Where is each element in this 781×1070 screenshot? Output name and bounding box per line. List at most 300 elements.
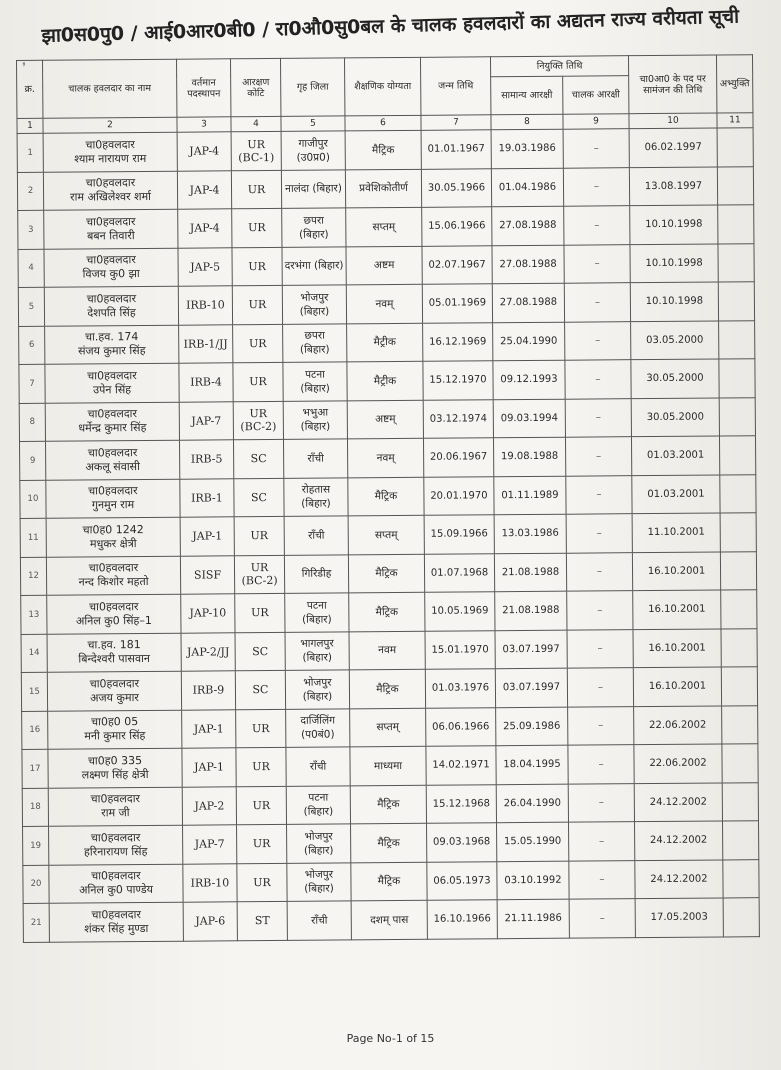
rank-text: चा0हवलदार xyxy=(86,253,136,267)
header-sn: क्र. xyxy=(17,60,43,118)
cell-name xyxy=(46,479,180,519)
cell-sn xyxy=(21,634,47,673)
cell-name xyxy=(44,248,178,288)
cell-driver-date: – xyxy=(564,283,630,322)
cell-sn xyxy=(21,595,47,634)
sn-text: 5 xyxy=(28,301,35,312)
cell-driver-date: – xyxy=(569,822,635,861)
header-driver: चालक आरक्षी xyxy=(563,76,629,115)
table-row xyxy=(20,513,756,557)
table-row xyxy=(17,128,753,172)
state-name: (बिहार) xyxy=(299,343,330,357)
column-number: 4 xyxy=(231,116,281,131)
cell-reservation xyxy=(237,824,287,863)
cell-dob: 15.12.1968 xyxy=(426,784,496,823)
cell-adjust-date: 30.05.2000 xyxy=(631,359,719,398)
cell-posting: JAP-6 xyxy=(183,902,237,941)
rank-text: चा0हवलदार xyxy=(89,599,139,614)
cell-general-date: 01.11.1989 xyxy=(494,476,566,515)
cell-education: मैट्रिक xyxy=(349,592,425,631)
header-posting: वर्तमान पदस्थापन xyxy=(176,59,230,117)
cell-remarks xyxy=(720,474,756,513)
sn-text: 1 xyxy=(27,147,33,158)
cell-general-date: 27.08.1988 xyxy=(492,283,564,322)
column-number: 8 xyxy=(491,114,563,130)
cell-reservation xyxy=(235,632,285,671)
sn-text: 16 xyxy=(29,725,41,736)
table-row xyxy=(22,705,758,749)
cell-sn xyxy=(21,672,47,711)
cell-posting: IRB-1 xyxy=(180,478,234,517)
district-name: छपरा xyxy=(304,329,325,342)
district-name: दार्जिलिंग xyxy=(300,714,336,728)
sn-text: 15 xyxy=(29,686,40,697)
sn-text: 18 xyxy=(29,802,41,813)
district-name: गिरिडीह xyxy=(301,567,332,581)
table-row xyxy=(21,628,757,672)
district-name: पटना xyxy=(308,791,329,804)
cell-sn xyxy=(22,749,48,788)
state-name: (उ0प्र0) xyxy=(296,151,330,164)
cell-district xyxy=(287,862,351,901)
cell-dob: 15.09.1966 xyxy=(424,515,494,554)
cell-posting: JAP-1 xyxy=(182,748,236,787)
state-name: (बिहार) xyxy=(302,690,333,703)
cell-driver-date: – xyxy=(564,206,630,245)
cell-dob: 16.10.1966 xyxy=(427,900,497,939)
cell-posting: JAP-10 xyxy=(181,594,235,633)
cell-adjust-date: 03.05.2000 xyxy=(631,320,719,359)
cell-remarks xyxy=(719,436,755,475)
table-row xyxy=(23,821,759,865)
sn-text: 7 xyxy=(29,378,35,389)
cell-name xyxy=(44,209,178,249)
table-row xyxy=(17,166,753,210)
cell-district xyxy=(282,285,346,324)
cell-general-date: 27.08.1988 xyxy=(492,206,564,245)
district-name: भागलपुर xyxy=(300,637,334,651)
state-name: (बिहार) xyxy=(302,613,332,626)
cell-remarks xyxy=(721,628,757,667)
sn-text: 9 xyxy=(29,455,36,466)
reservation-category: UR xyxy=(253,875,271,889)
cell-adjust-date: 10.10.1998 xyxy=(630,205,718,244)
cell-sn xyxy=(23,826,49,865)
reservation-category: UR xyxy=(247,137,266,151)
column-number: 3 xyxy=(177,117,231,132)
reservation-category: UR xyxy=(251,606,269,620)
sn-text: 3 xyxy=(28,224,34,235)
sn-text: 14 xyxy=(28,648,40,659)
district-name: गाजीपुर xyxy=(298,137,328,150)
cell-general-date: 26.04.1990 xyxy=(496,784,568,823)
cell-education: अष्टम xyxy=(346,246,422,285)
sn-text: 20 xyxy=(30,879,42,890)
reservation-subcategory: (BC-2) xyxy=(240,420,277,434)
cell-district xyxy=(285,670,349,709)
cell-name xyxy=(49,902,183,942)
cell-remarks xyxy=(720,551,756,590)
cell-name xyxy=(47,633,181,673)
cell-reservation xyxy=(233,362,283,401)
cell-reservation xyxy=(236,709,286,748)
cell-remarks xyxy=(718,243,754,282)
cell-general-date: 21.08.1988 xyxy=(495,591,567,630)
cell-driver-date: – xyxy=(563,167,629,206)
reservation-category: UR xyxy=(252,798,271,812)
person-name: संजय कुमार सिंह xyxy=(77,344,146,358)
cell-remarks xyxy=(719,359,755,398)
table-row xyxy=(21,667,757,711)
cell-driver-date: – xyxy=(568,745,634,784)
cell-dob: 05.01.1969 xyxy=(422,284,492,323)
state-name: (बिहार) xyxy=(299,228,329,241)
district-name: पटना xyxy=(305,368,325,381)
header-name: चालक हवलदार का नाम xyxy=(43,59,177,118)
cell-dob: 15.12.1970 xyxy=(423,361,493,400)
person-name: विजय कु0 झा xyxy=(82,267,140,281)
state-name: (बिहार) xyxy=(303,844,334,857)
column-number: 1 xyxy=(17,118,43,133)
table-row xyxy=(20,474,756,518)
cell-adjust-date: 17.05.2003 xyxy=(635,898,723,937)
cell-remarks xyxy=(718,205,754,244)
cell-driver-date: – xyxy=(565,398,631,437)
cell-reservation xyxy=(237,901,287,940)
cell-sn xyxy=(17,133,43,172)
column-number: 10 xyxy=(629,113,717,129)
cell-adjust-date: 01.03.2001 xyxy=(631,436,719,475)
cell-name xyxy=(47,594,181,634)
reservation-category: UR xyxy=(249,407,268,421)
person-name: हरिनारायण सिंह xyxy=(83,844,148,859)
cell-remarks xyxy=(723,821,759,860)
cell-driver-date: – xyxy=(565,321,631,360)
cell-general-date: 19.03.1986 xyxy=(491,129,563,168)
cell-education: मैट्रिक xyxy=(345,130,421,169)
cell-name xyxy=(45,363,179,403)
cell-posting: JAP-1 xyxy=(182,709,236,748)
cell-driver-date: – xyxy=(566,552,632,591)
column-number: 5 xyxy=(281,116,345,132)
cell-posting: JAP-7 xyxy=(183,825,237,864)
rank-text: चा0हवलदार xyxy=(91,869,141,883)
table-row xyxy=(18,205,754,249)
cell-reservation xyxy=(234,516,284,555)
cell-education: मैट्रिक xyxy=(350,785,426,824)
cell-general-date: 09.12.1993 xyxy=(493,360,565,399)
cell-reservation xyxy=(234,555,284,594)
cell-posting: IRB-5 xyxy=(179,440,233,479)
cell-district xyxy=(284,554,348,593)
rank-text: चा.हव. 181 xyxy=(87,638,141,652)
cell-driver-date: – xyxy=(566,514,632,553)
cell-name xyxy=(45,325,179,365)
header-general: सामान्य आरक्षी xyxy=(491,76,563,115)
cell-adjust-date: 16.10.2001 xyxy=(633,628,721,667)
cell-adjust-date: 24.12.2002 xyxy=(634,782,722,821)
reservation-category: SC xyxy=(252,683,269,697)
cell-posting: IRB-10 xyxy=(183,863,237,902)
sn-text: 8 xyxy=(29,417,36,428)
person-name: लक्ष्मण सिंह क्षेत्री xyxy=(81,767,149,782)
cell-education: नवम xyxy=(349,631,425,670)
cell-district xyxy=(285,593,349,632)
rank-text: चा0हवलदार xyxy=(88,561,139,575)
cell-reservation xyxy=(233,401,283,440)
cell-sn xyxy=(19,403,45,442)
cell-reservation xyxy=(233,324,283,363)
cell-dob: 01.07.1968 xyxy=(424,553,494,592)
cell-dob: 30.05.1966 xyxy=(421,168,491,207)
cell-education: सप्तम् xyxy=(346,207,422,246)
sn-text: 6 xyxy=(28,340,35,351)
table-row xyxy=(19,436,755,480)
cell-sn xyxy=(23,903,49,942)
cell-dob: 06.06.1966 xyxy=(426,707,496,746)
cell-remarks xyxy=(721,590,757,629)
rank-text: चा0हवलदार xyxy=(90,792,141,806)
cell-sn xyxy=(20,518,46,557)
district-name: राँची xyxy=(311,914,328,927)
cell-district xyxy=(286,785,350,824)
table-body xyxy=(17,128,759,942)
cell-general-date: 03.07.1997 xyxy=(495,630,567,669)
cell-general-date: 15.05.1990 xyxy=(497,822,569,861)
cell-remarks xyxy=(721,667,757,706)
table-row xyxy=(22,744,758,788)
cell-general-date: 13.03.1986 xyxy=(494,514,566,553)
cell-name xyxy=(49,825,183,865)
cell-name xyxy=(43,171,177,211)
table-row xyxy=(18,282,754,326)
cell-name xyxy=(44,286,178,326)
cell-dob: 14.02.1971 xyxy=(426,746,496,785)
person-name: बिन्देश्वरी पासवान xyxy=(78,652,151,666)
cell-name xyxy=(45,440,179,480)
sn-text: 17 xyxy=(29,763,41,774)
district-name: राँची xyxy=(307,529,325,542)
cell-posting: JAP-4 xyxy=(177,132,231,171)
rank-text: चा0ह0 335 xyxy=(87,753,143,768)
cell-education: सप्तम् xyxy=(348,515,424,554)
header-appointment: नियुक्ति तिथि xyxy=(490,56,628,77)
cell-remarks xyxy=(719,320,755,359)
cell-reservation xyxy=(232,247,282,286)
district-name: राँची xyxy=(309,760,327,773)
person-name: अनिल कु0 सिंह–1 xyxy=(75,613,152,628)
cell-name xyxy=(45,402,179,442)
district-name: भोजपुर xyxy=(304,830,333,843)
reservation-category: UR xyxy=(252,837,271,851)
cell-driver-date: – xyxy=(563,129,629,168)
district-name: भोजपुर xyxy=(300,291,329,304)
cell-reservation xyxy=(231,170,281,209)
cell-remarks xyxy=(722,744,758,783)
cell-adjust-date: 06.02.1997 xyxy=(629,128,717,167)
cell-sn xyxy=(22,788,48,827)
seniority-table-wrapper xyxy=(16,54,759,942)
cell-general-date: 03.07.1997 xyxy=(495,668,567,707)
person-name: अकलू संवासी xyxy=(85,459,140,474)
cell-remarks xyxy=(723,898,759,937)
cell-driver-date: – xyxy=(567,668,633,707)
rank-text: चा0ह0 05 xyxy=(91,715,139,729)
table-row xyxy=(19,397,755,441)
cell-remarks xyxy=(719,397,755,436)
cell-education: नवम् xyxy=(346,284,422,323)
cell-driver-date: – xyxy=(569,860,635,899)
cell-district xyxy=(281,131,345,170)
district-name: पटना xyxy=(306,599,327,612)
cell-reservation xyxy=(237,863,287,902)
cell-dob: 09.03.1968 xyxy=(427,823,497,862)
cell-general-date: 21.11.1986 xyxy=(497,899,569,938)
cell-dob: 02.07.1967 xyxy=(422,245,492,284)
sn-text: 11 xyxy=(27,532,39,543)
sn-text: 19 xyxy=(30,840,42,851)
cell-name xyxy=(46,556,180,596)
cell-education: प्रवेशिकोतीर्ण xyxy=(345,169,421,208)
cell-general-date: 18.04.1995 xyxy=(496,745,568,784)
cell-name xyxy=(48,710,182,750)
cell-sn xyxy=(19,364,45,403)
table-row xyxy=(19,320,755,364)
cell-remarks xyxy=(717,166,753,205)
cell-name xyxy=(49,864,183,904)
state-name: (बिहार) xyxy=(300,382,330,395)
reservation-category: UR xyxy=(252,760,270,774)
cell-sn xyxy=(23,865,49,904)
cell-district xyxy=(287,824,351,863)
cell-posting: IRB-4 xyxy=(179,363,233,402)
reservation-category: SC xyxy=(252,644,269,658)
cell-driver-date: – xyxy=(567,591,633,630)
cell-district xyxy=(287,901,351,940)
person-name: धर्मेन्द्र कुमार सिंह xyxy=(78,421,147,435)
reservation-category: UR xyxy=(249,375,267,389)
cell-posting: JAP-4 xyxy=(177,170,231,209)
cell-sn xyxy=(19,441,45,480)
column-number: 11 xyxy=(717,113,753,128)
rank-text: चा.हव. 174 xyxy=(84,330,139,344)
rank-text: चा0हवलदार xyxy=(88,484,138,498)
cell-name xyxy=(47,671,181,711)
cell-education: दशम् पास xyxy=(351,900,427,939)
reservation-category: UR xyxy=(248,336,267,350)
cell-dob: 15.06.1966 xyxy=(422,207,492,246)
cell-sn xyxy=(22,711,48,750)
person-name: अनिल कु0 पाण्डेय xyxy=(79,883,153,897)
person-name: नन्द किशोर महतो xyxy=(78,575,149,589)
reservation-category: UR xyxy=(247,221,266,235)
person-name: उपेन सिंह xyxy=(93,382,132,397)
cell-district xyxy=(282,208,346,247)
cell-dob: 16.12.1969 xyxy=(423,322,493,361)
cell-adjust-date: 01.03.2001 xyxy=(632,474,720,513)
cell-general-date: 03.10.1992 xyxy=(497,861,569,900)
cell-district xyxy=(282,246,346,285)
cell-reservation xyxy=(235,593,285,632)
person-name: बबन तिवारी xyxy=(87,228,135,243)
rank-text: चा0हवलदार xyxy=(90,830,141,845)
header-dob: जन्म तिथि xyxy=(420,57,490,116)
cell-district xyxy=(281,169,345,208)
cell-posting: JAP-7 xyxy=(179,401,233,440)
column-number: 2 xyxy=(43,117,177,133)
cell-adjust-date: 24.12.2002 xyxy=(635,821,723,860)
cell-name xyxy=(43,132,177,172)
reservation-category: UR xyxy=(247,182,266,196)
cell-adjust-date: 10.10.1998 xyxy=(630,243,718,282)
state-name: (बिहार) xyxy=(299,305,330,318)
sn-text: 2 xyxy=(27,186,34,197)
cell-name xyxy=(48,787,182,827)
person-name: श्याम नारायण राम xyxy=(74,151,147,166)
cell-reservation xyxy=(236,786,286,825)
rank-text: चा0हवलदार xyxy=(87,407,138,421)
cell-sn xyxy=(20,557,46,596)
table-row xyxy=(19,359,755,403)
cell-posting: JAP-1 xyxy=(180,517,234,556)
reservation-category: UR xyxy=(248,259,266,273)
cell-adjust-date: 16.10.2001 xyxy=(633,590,721,629)
header-adjust: चा0आ0 के पद पर सामंजन की तिथि xyxy=(629,55,717,114)
cell-name xyxy=(48,748,182,788)
cell-posting: JAP-4 xyxy=(178,209,232,248)
reservation-category: UR xyxy=(251,721,270,735)
cell-remarks xyxy=(720,513,756,552)
cell-adjust-date: 10.10.1998 xyxy=(630,282,718,321)
cell-sn xyxy=(20,480,46,519)
cell-dob: 03.12.1974 xyxy=(423,399,493,438)
reservation-subcategory: (BC-1) xyxy=(238,150,275,165)
cell-remarks xyxy=(717,128,753,167)
cell-general-date: 21.08.1988 xyxy=(494,553,566,592)
table-row xyxy=(22,782,758,826)
reservation-category: UR xyxy=(250,529,269,543)
district-name: भोजपुर xyxy=(304,868,334,882)
sn-text: 4 xyxy=(28,263,34,274)
cell-education: सप्तम् xyxy=(350,708,426,747)
table-row xyxy=(18,243,754,287)
state-name: (बिहार) xyxy=(303,805,334,819)
person-name: देशपति सिंह xyxy=(87,305,136,320)
cell-district xyxy=(284,477,348,516)
staple-mark-icon: ❜ xyxy=(22,60,26,74)
header-remarks: अभ्युक्ति xyxy=(716,55,752,113)
cell-adjust-date: 13.08.1997 xyxy=(629,166,717,205)
person-name: अजय कुमार xyxy=(90,690,139,705)
cell-posting: JAP-5 xyxy=(178,247,232,286)
cell-driver-date: – xyxy=(568,706,634,745)
cell-adjust-date: 16.10.2001 xyxy=(633,667,721,706)
district-name: राँची xyxy=(307,452,324,465)
cell-education: अष्टम् xyxy=(347,400,423,439)
cell-driver-date: – xyxy=(568,783,634,822)
person-name: गुनमुन राम xyxy=(91,498,135,512)
cell-education: मैट्रिक xyxy=(351,862,427,901)
cell-district xyxy=(283,439,347,478)
column-number: 9 xyxy=(563,114,629,130)
cell-sn xyxy=(18,287,44,326)
reservation-category: ST xyxy=(254,914,270,928)
cell-education: माध्यमा xyxy=(350,746,426,785)
district-name: नालंदा (बिहार) xyxy=(285,182,342,196)
cell-district xyxy=(286,747,350,786)
cell-driver-date: – xyxy=(565,437,631,476)
cell-dob: 20.06.1967 xyxy=(423,438,493,477)
